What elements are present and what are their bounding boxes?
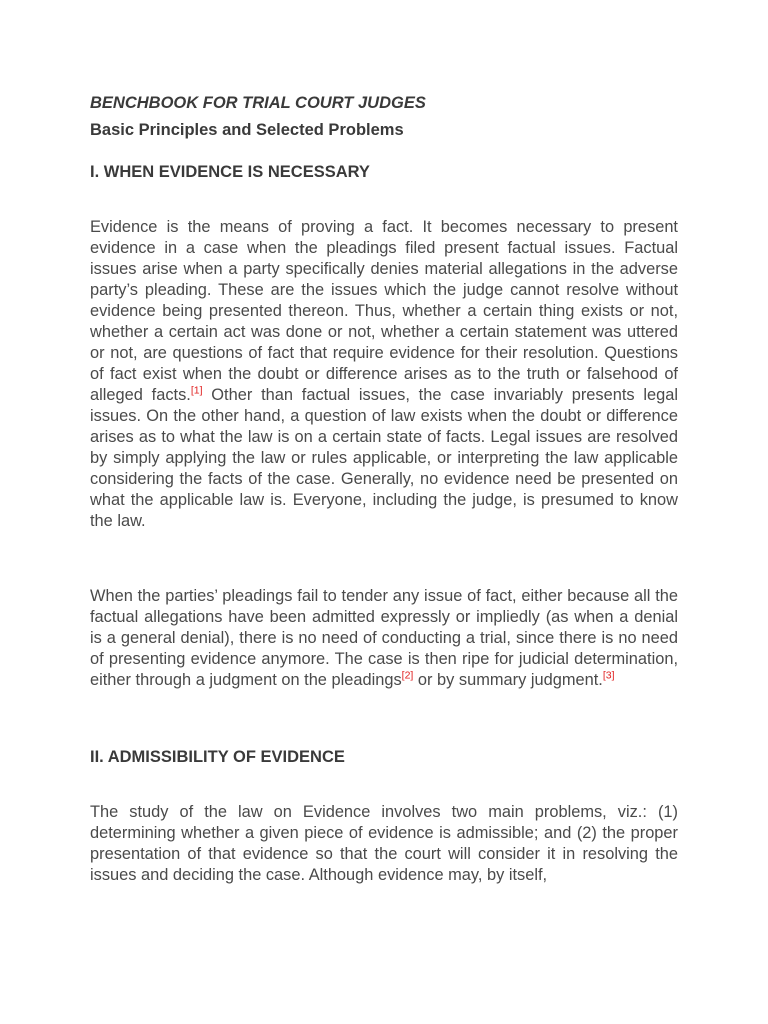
document-title: BENCHBOOK FOR TRIAL COURT JUDGES [90,94,426,112]
document-page [90,93,678,886]
section-heading-when-evidence-necessary: I. WHEN EVIDENCE IS NECESSARY [90,163,370,181]
paragraph-text: or by summary judgment. [413,671,603,689]
paragraph-text: Evidence is the means of proving a fact. It becomes necessary to present evidence in a case when the pleadings filed present factual issues. Factual issues arise when a party specifically denies material allegations in the adverse party’s pleading. These are the issues which the judge cannot resolve without evidence being presented thereon. Thus, whether a certain thing exists or not, whether a certain act was done or not, whether a certain statement was uttered or not, are questions of fact that require evidence for their resolution. Questions of fact exist when the doubt or difference arises as to the truth or falsehood of alleged facts. [90,218,678,404]
section-spacer [90,691,678,747]
section-heading-admissibility: II. ADMISSIBILITY OF EVIDENCE [90,748,345,766]
document-subtitle: Basic Principles and Selected Problems [90,121,404,139]
paragraph-study-of-evidence: The study of the law on Evidence involves two main problems, viz.: (1) determining whether a given piece of evidence is admissible; and (2) the proper presentation of that evidence so that the court will consider it in resolving the issues and deciding the case. Although evidence may, by itself, [90,803,678,884]
paragraph-no-issue-of-fact [90,586,678,691]
footnote-link-1[interactable]: [1] [190,384,203,397]
footnote-link-3[interactable]: [3] [602,669,615,682]
footnote-link-2[interactable]: [2] [401,669,414,682]
paragraph-evidence-definition [90,217,678,532]
paragraph-text: When the parties’ pleadings fail to tender any issue of fact, either because all the factual allegations have been admitted expressly or impliedly (as when a denial is a general denial), there is no need of conducting a trial, since there is no need of presenting evidence anymore. The case is then ripe for judicial determination, either through a judgment on the pleadings [90,587,678,689]
paragraph-text: Other than factual issues, the case invariably presents legal issues. On the other hand, a question of law exists when the doubt or difference arises as to what the law is on a certain state of facts. Legal issues are resolved by simply applying the law or rules applicable, or interpreting the law applicable considering the facts of the case. Generally, no evidence need be presented on what the applicable law is. Everyone, including the judge, is presumed to know the law. [90,386,678,530]
